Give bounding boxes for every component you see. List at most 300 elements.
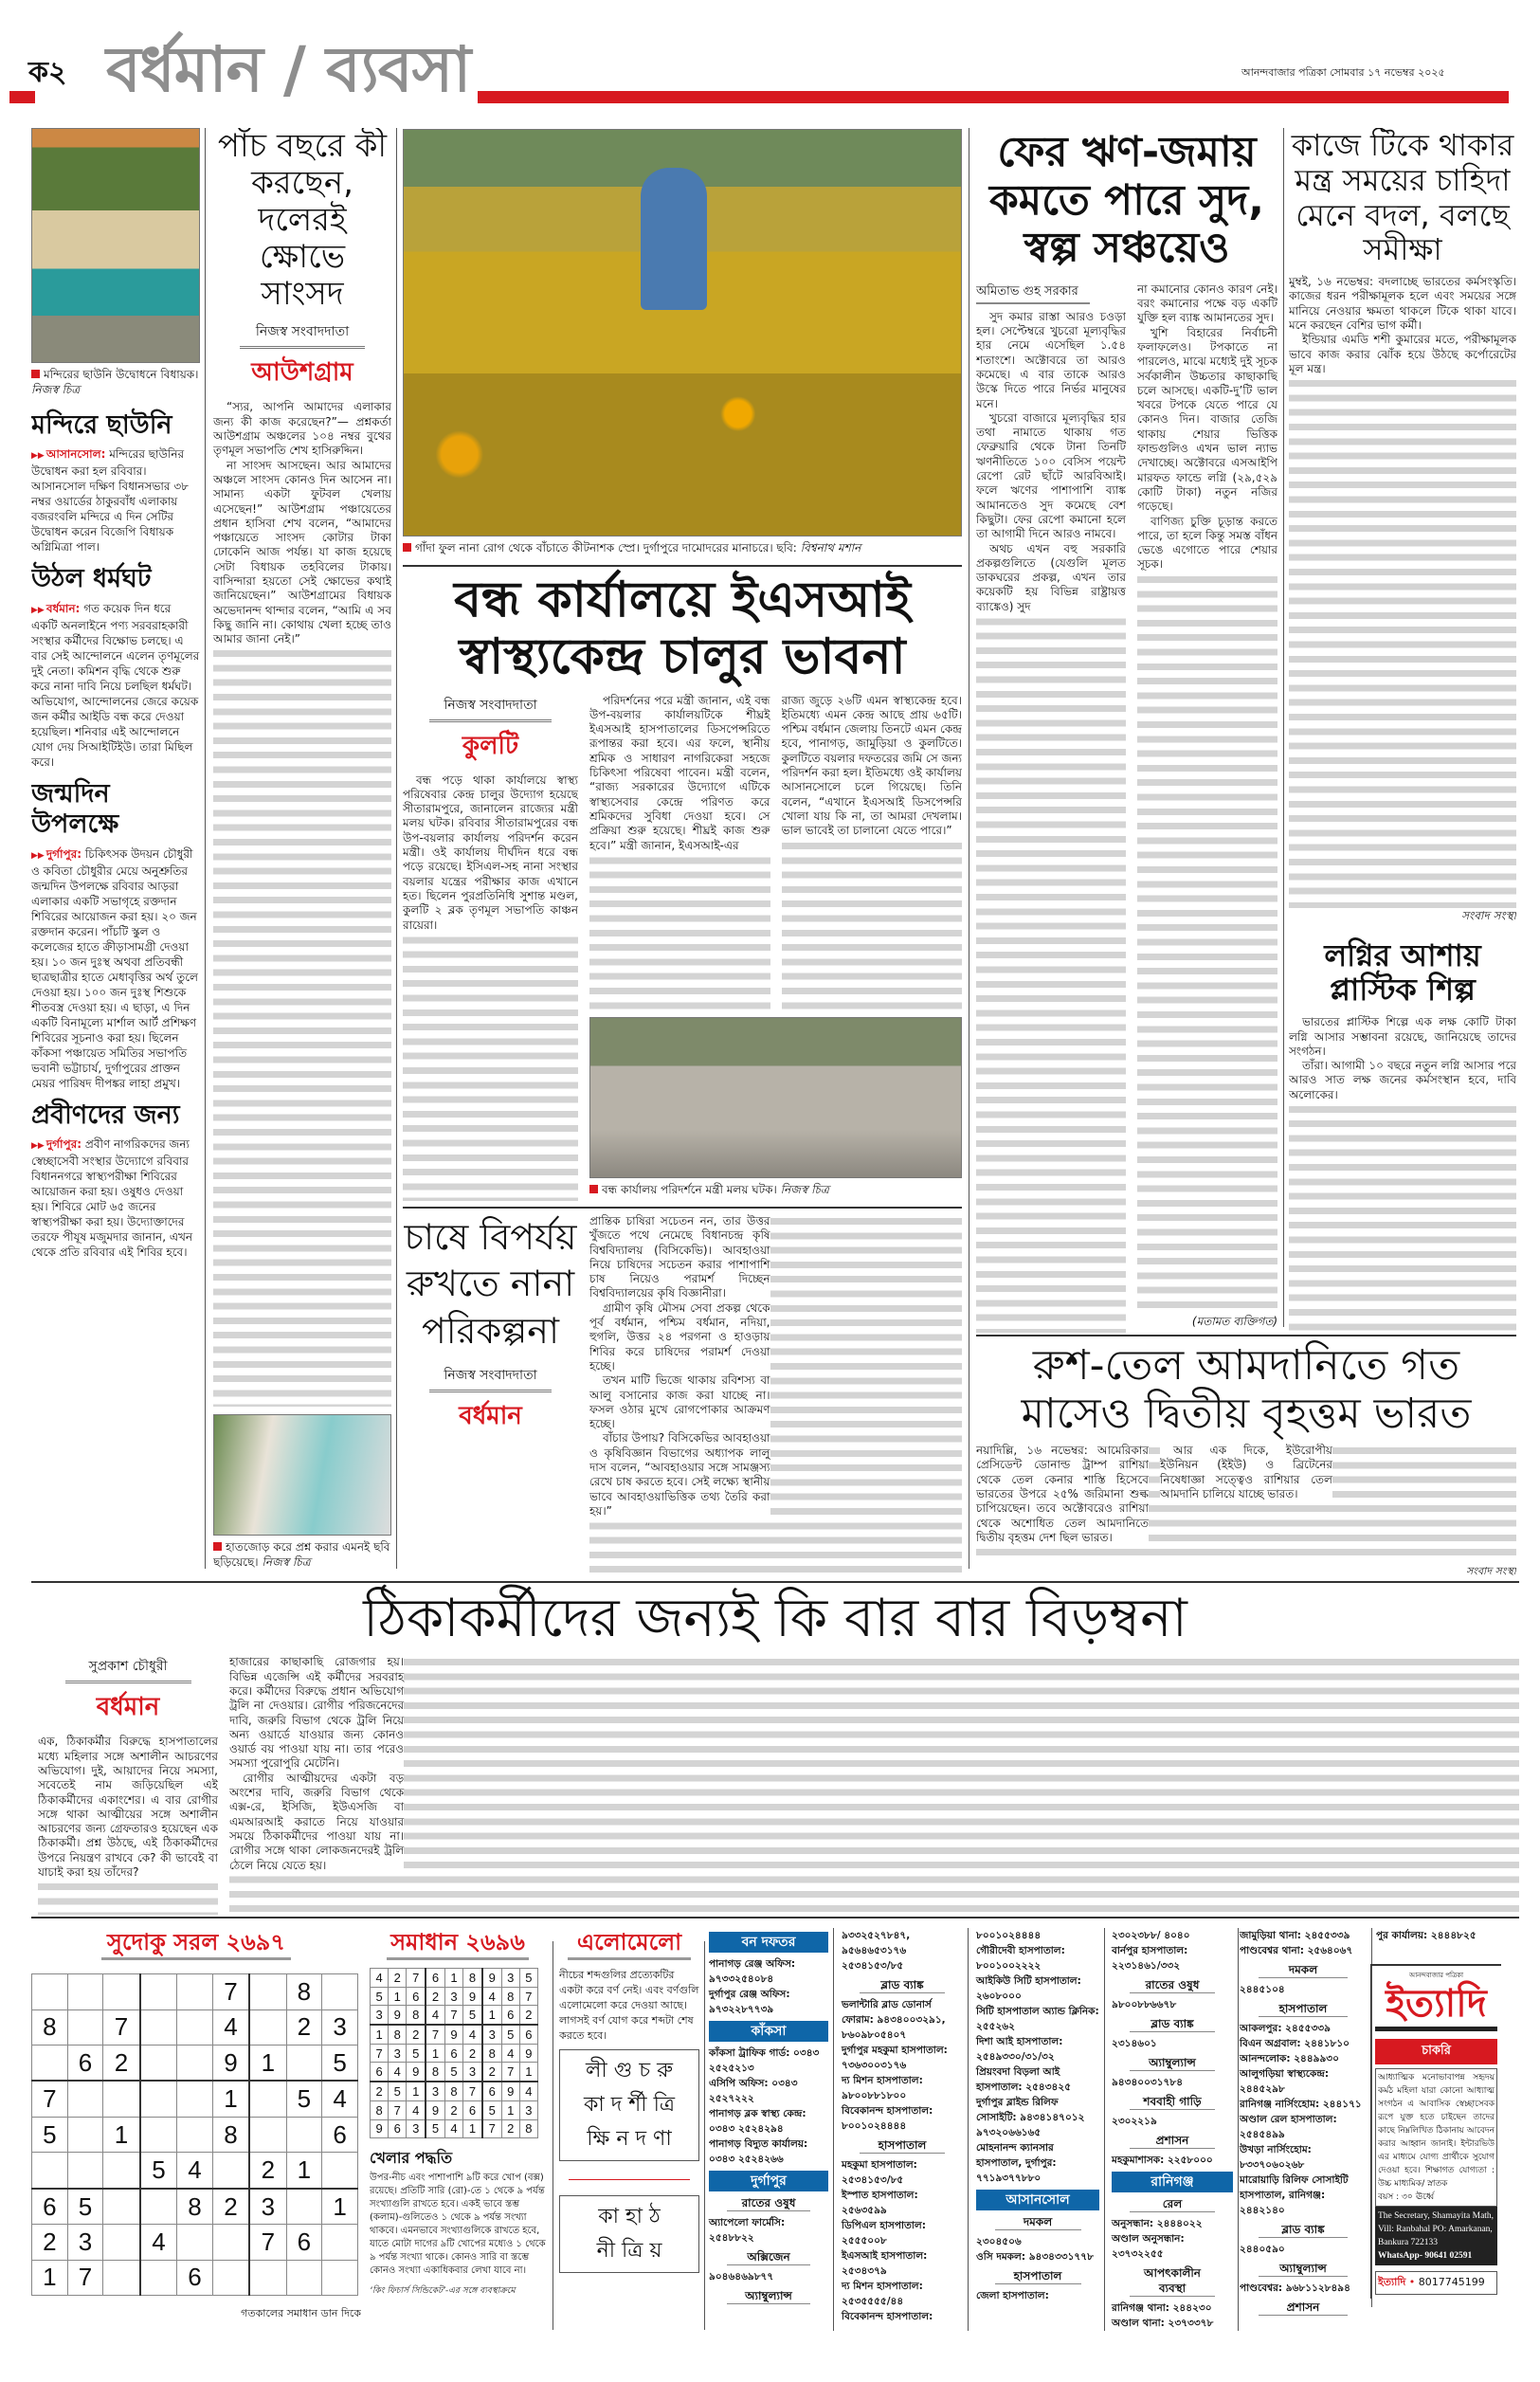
photo-caption: হাতজোড় করে প্রশ্ন করার এমনই ছবি ছড়িয়েছে। নিজস্ব চিত্র	[213, 1540, 390, 1569]
directory-entry: ৯৪৩৪০০৩১৭৮৪	[1112, 2077, 1184, 2088]
ad-contact: The Secretary, Shamayita Math, Vill: Ranbahal PO: Amarkanan, Bankura 722133 WhatsApp- 90641 02591	[1375, 2207, 1497, 2265]
article-body: বন্ধ পড়ে থাকা কার্যালয়ে স্বাস্থ্য পরিষেবার কেন্দ্র চালুর উদ্যোগ হয়েছে সীতারামপুরে, জানালেন রাজ্যের মন্ত্রী মলয় ঘটক। রবিবার সীতারামপুরের বন্ধ উপ-বয়লার কার্যালয় পরিদর্শন করেন মন্ত্রী। ওই কার্যালয় দীর্ঘদিন ধরে বন্ধ পড়ে রয়েছে। ইসিএল-সহ নানা সংস্থার বয়লার যন্ত্রের পরীক্ষার কাজ এখানে হত। ছিলেন পুরপ্রতিনিধি সুশান্ত মণ্ডল, কুলটি ২ ব্লক তৃণমূল সভাপতি কাঞ্চন রায়েরা।	[403, 773, 578, 1201]
brief-item	[31, 1100, 200, 1260]
sudoku-cell[interactable]	[286, 2046, 322, 2082]
sudoku-cell: 7	[389, 2100, 407, 2119]
article-body: “স্যর, আপনি আমাদের এলাকার জন্য কী কাজ করেছেন?”— প্রশ্নকর্তা আউশগ্রাম অঞ্চলের ১০৪ নম্বর বুথের তৃণমূল সভাপতি শেখ হাসিরুদ্দিন। না সাংসদ আসছেন। আর আমাদের অঞ্চলে সাংসদ কোনও দিন আসেন না। সামান্য একটা ফুটবল খেলায় এসেছেন!” আউশগ্রাম পঞ্চায়েতের প্রধান হাসিবা শেখ বলেন, “আমাদের পঞ্চায়েতে সাংসদ কোটার টাকা ঢোকেনি আজ পর্যন্ত। যা কাজ হয়েছে সেটা বিধায়ক তহবিলের টাকায়। বাসিন্দারা হয়তো সেই ক্ষোভের কথাই জানিয়েছেন।” আউশগ্রামের বিধায়ক অভেদানন্দ থান্দার বলেন, “আমি এ সব কিছু জানি না। কোথায় খেলা হচ্ছে তাও আমার জানা নেই।”	[213, 400, 391, 1407]
directory-subheading: অক্সিজেন	[727, 2249, 810, 2265]
sudoku-cell[interactable]: 9	[212, 2046, 249, 2082]
sudoku-cell[interactable]: 7	[67, 2260, 103, 2295]
sudoku-cell[interactable]: 1	[103, 2117, 140, 2152]
sudoku-cell: 7	[463, 2082, 482, 2100]
directory-entry: জামুড়িয়া থানা: ২৪৫৫৩৩৯	[1240, 1930, 1350, 1941]
ad-category: চাকরি	[1375, 2039, 1497, 2064]
sudoku-cell: 1	[426, 2044, 444, 2063]
sudoku-cell[interactable]: 2	[212, 2189, 249, 2225]
sudoku-cell: 7	[519, 1987, 537, 2006]
alomelo-grid: লী গু চ রু কা দ র্শী ত্রি ক্ষি ন দ ণা	[559, 2049, 699, 2161]
directory-subheading: রাতের ওষুধ	[1130, 1977, 1215, 1993]
sudoku-cell: 3	[501, 1969, 519, 1988]
sudoku-cell: 1	[371, 2025, 389, 2044]
photo-caption: গাঁদা ফুল নানা রোগ থেকে বাঁচাতে কীটনাশক স্প্রে। দুর্গাপুরে দামোদরের মানাচরে। ছবি: বিশ্বনাথ মশান	[403, 540, 962, 555]
directory-entry: অণ্ডাল থানা: ২৩৭৩৩৭৮	[1112, 2318, 1214, 2329]
directory-entry: আকলপুর: ২৪৫৫৩৩৯	[1240, 2023, 1331, 2034]
directory-entry: এসিপি অফিস: ০৩৪৩ ২৫২৭২২২	[709, 2078, 798, 2104]
directory-entry: উখড়া নার্সিংহোম: ৮৩৩৭০৬০২৬৮	[1240, 2144, 1312, 2171]
directory-entry: ২৩০৪৫০৬	[976, 2236, 1022, 2247]
emergency-directory-column	[709, 1928, 828, 2308]
sudoku-cell: 3	[426, 2082, 444, 2100]
sudoku-cell: 4	[407, 2100, 426, 2119]
sudoku-cell: 6	[444, 2044, 462, 2063]
directory-entry: ২৩১৪৬০১	[1112, 2038, 1157, 2049]
sudoku-cell: 4	[501, 2044, 519, 2063]
sudoku-cell[interactable]	[249, 2009, 286, 2045]
plastic-headline: লগ্নির আশায় প্লাস্টিক শিল্প	[1324, 936, 1481, 1009]
sudoku-cell[interactable]	[103, 2225, 140, 2260]
sudoku-cell[interactable]: 5	[32, 2117, 68, 2152]
sudoku-cell[interactable]	[177, 2009, 213, 2045]
page-number: ক২	[28, 56, 67, 89]
headline: পাঁচ বছরে কী করছেন, দলেরই ক্ষোভে সাংসদ	[217, 128, 388, 314]
sudoku-cell[interactable]: 1	[249, 2046, 286, 2082]
sudoku-cell[interactable]: 7	[212, 1974, 249, 2009]
sudoku-cell: 8	[371, 2100, 389, 2119]
sudoku-cell: 2	[482, 2063, 501, 2082]
classified-ad	[1370, 1964, 1501, 2299]
sudoku-cell[interactable]	[249, 1974, 286, 2009]
directory-subheading: শববাহী গাড়ি	[1130, 2094, 1215, 2110]
directory-subheading: ব্লাড ব্যাঙ্ক	[860, 1977, 945, 1993]
alomelo-title: এলোমেলো	[568, 1928, 691, 1960]
sudoku-cell: 4	[519, 2082, 537, 2100]
sudoku-cell: 6	[407, 1987, 426, 2006]
sudoku-cell: 6	[463, 2100, 482, 2119]
sudoku-cell[interactable]	[322, 2260, 358, 2295]
sudoku-cell[interactable]: 6	[32, 2189, 68, 2225]
column-rule	[1238, 1928, 1239, 2331]
directory-entry: দ্য মিশন হাসপাতাল: ৯৮০০৮৮১৮০০	[842, 2075, 923, 2101]
sudoku-cell: 9	[371, 2119, 389, 2138]
sudoku-cell[interactable]: 1	[286, 2153, 322, 2189]
sudoku-cell: 5	[389, 2082, 407, 2100]
sudoku-cell: 6	[482, 2082, 501, 2100]
sudoku-cell[interactable]	[177, 2225, 213, 2260]
directory-region-header: দুর্গাপুর	[709, 2171, 828, 2191]
sudoku-cell[interactable]: 2	[286, 2009, 322, 2045]
directory-entry: মহকুমাশাসক: ২২৫৮০০০	[1112, 2155, 1213, 2166]
article-body: না কমানোর কোনও কারণ নেই। বরং কমানোর পক্ষে বড় একটি যুক্তি হল ব্যাঙ্ক আমানতের সুদ। খুশি বিহারের নির্বাচনী ফলাফলেও। টপকাতে না পারলেও, মাঝে মধ্যেই দুই সূচক সর্বকালীন উচ্চতার কাছাকাছি চলে আসছে। একটি-দু’টি ভাল খবরে টপকে যেতে পারে যে কোনও দিন। বাজার তেজি থাকায় শেয়ার ভিত্তিক ফান্ডগুলিও এখন ভাল ন্যাভ দেখাচ্ছে। অক্টোবরে এসআইপি মারফত ফান্ডে লগ্নি (২৯,৫২৯ কোটি টাকা) নতুন নজির গড়েছে। বাণিজ্য চুক্তি চূড়ান্ত করতে পারে, তা হলে কিন্তু সমস্ত বাঁধন ভেঙে এগোতে পারে শেয়ার সূচক।	[1137, 282, 1277, 1314]
dateline: বর্ধমান	[96, 1693, 160, 1722]
sudoku-cell[interactable]	[67, 2009, 103, 2045]
directory-entry: ২৩০২৩৮৮/ ৪০৪০	[1112, 1930, 1190, 1941]
sudoku-cell: 3	[482, 2025, 501, 2044]
sudoku-cell[interactable]	[32, 2046, 68, 2082]
directory-entry: ওসি দমকল: ৯৪৩৪৩৩১৭৭৮	[976, 2251, 1094, 2263]
farm-story	[403, 1214, 962, 1574]
sudoku-cell: 8	[407, 2006, 426, 2025]
sudoku-cell[interactable]	[67, 2117, 103, 2152]
directory-entry: বার্নপুর হাসপাতাল: ২২৩১৪৬১/৩৩২	[1112, 1945, 1188, 1972]
directory-entry: অ্যাপেলো ফার্মেসি: ২৫৪৮৮২২	[709, 2217, 786, 2244]
brief-title: প্রবীণদের জন্য	[31, 1100, 180, 1130]
directory-subheading: হাসপাতাল	[995, 2268, 1081, 2284]
sudoku-cell[interactable]	[103, 2189, 140, 2225]
column-rule	[833, 1928, 834, 2331]
directory-entry: বিবেকানন্দ হাসপাতাল:	[842, 2311, 933, 2322]
sudoku-cell[interactable]	[103, 2081, 140, 2117]
sudoku-cell[interactable]: 1	[212, 2081, 249, 2117]
sudoku-cell[interactable]: 8	[286, 1974, 322, 2009]
farmer-figure	[641, 168, 707, 310]
sudoku-cell[interactable]: 3	[249, 2189, 286, 2225]
loan-headline: ফের ঋণ-জমায় কমতে পারে সুদ, স্বল্প সঞ্চয়েও	[989, 129, 1264, 273]
directory-entry: ২৪৪০৫৯০	[1240, 2244, 1285, 2255]
directory-subheading: অ্যাম্বুল্যান্স	[1259, 2261, 1348, 2277]
sudoku-cell[interactable]: 4	[212, 2009, 249, 2045]
sudoku-cell[interactable]	[67, 2153, 103, 2189]
column-rule	[1104, 1928, 1105, 2331]
directory-entry: রানিগঞ্জ থানা: ২৪৪২৩০	[1112, 2302, 1212, 2314]
directory-entry: সিটি হাসপাতাল অ্যান্ড ক্লিনিক: ২৫৫২৬২	[976, 2006, 1099, 2032]
loan-col1	[976, 282, 1126, 1333]
directory-subheading: রাতের ওষুধ	[727, 2195, 810, 2211]
sudoku-cell: 8	[482, 2044, 501, 2063]
directory-entry: মহকুমা হাসপাতাল: ২৫৩৪১৫৩/৮৫	[842, 2159, 917, 2186]
divider	[31, 1581, 1519, 1583]
sudoku-cell: 9	[407, 2063, 426, 2082]
sudoku-cell[interactable]	[67, 2081, 103, 2117]
directory-entry: অনুসন্ধান: ২৪৪৪০২২	[1112, 2218, 1203, 2229]
directory-subheading: প্রশাসন	[1130, 2133, 1215, 2149]
sudoku-cell: 4	[389, 2063, 407, 2082]
contract-body-a: এক, ঠিকাকর্মীর বিরুদ্ধে হাসপাতালের মধ্যে মহিলার সঙ্গে অশালীন আচরণের অভিযোগ। দুই, আয়াদের নিয়ে সমস্যা, সবেতেই নাম জড়িয়েছিল এই ঠিকাকর্মীদের একাংশের। এ বার রোগীর সঙ্গে থাকা আত্মীয়ের সঙ্গে অশালীন আচরণের জন্য গ্রেফতারও হয়েছেন এক ঠিকাকর্মী। প্রশ্ন উঠছে, এই ঠিকাকর্মীদের উপরে নিয়ন্ত্রণ রাখবে কে? কী ভাবেই বা যাচাই করা হয় তাঁদের?	[38, 1735, 218, 1915]
alomelo-grid-2: কা হা ঠ নী ত্রি য়	[559, 2195, 699, 2273]
sudoku-cell[interactable]	[103, 1974, 140, 2009]
brief-item	[31, 410, 200, 555]
headline: চাষে বিপর্যয় রুখতে নানা পরিকল্পনা	[404, 1216, 577, 1352]
sudoku-cell: 8	[519, 2119, 537, 2138]
sudoku-cell[interactable]: 4	[177, 2153, 213, 2189]
directory-subheading: ব্লাড ব্যাঙ্ক	[1130, 2016, 1215, 2032]
sudoku-cell: 5	[463, 2006, 482, 2025]
dateline: আউশগ্রাম	[251, 358, 353, 388]
directory-region-header: কাঁকসা	[709, 2021, 828, 2042]
sudoku-cell[interactable]: 8	[177, 2189, 213, 2225]
work-body: মুম্বই, ১৬ নভেম্বর: বদলাচ্ছে ভারতের কর্মসংস্কৃতি। কাজের ধরন পরীক্ষামূলক হলে এবং সময়ের সঙ্গে মানিয়ে নেওয়ার ক্ষমতা থাকলে টিকে থাকা যাবে। মনে করছেন বেশির ভাগ কর্মী। ইন্ডিয়ার এমডি শশী কুমারের মতে, পরীক্ষামূলক ভাবে কাজ করার ঝোঁক হয়ে উঠছে কর্পোরেটের মূল মন্ত্র।	[1289, 275, 1516, 907]
sudoku-cell[interactable]	[177, 2117, 213, 2152]
briefs-column	[31, 128, 200, 1573]
sudoku-cell: 9	[501, 2082, 519, 2100]
directory-entry: অণ্ডাল অনুসন্ধান: ২৩৭৩২২৫৫	[1112, 2233, 1185, 2260]
rules-text: উপর-নীচ এবং পাশাপাশি ৯টি করে খোপ (বক্স) রয়েছে। প্রতিটি সারি (রো)-তে ১ থেকে ৯ পর্যন্ত সংখ্যাগুলি রাখতে হবে। একই ভাবে স্তম্ভ (কলাম)-গুলিতেও ১ থেকে ৯ পর্যন্ত সংখ্যা থাকবে। এমনভাবে সংখ্যাগুলিকে রাখতে হবে, যাতে মোটা দাগের ৯টি খোপের মধ্যেও ১ থেকে ৯ পর্যন্ত সংখ্যা থাকে। কোনও সারি বা স্তম্ভে কোনও সংখ্যা একাধিকবার লেখা যাবে না।	[370, 2173, 546, 2277]
directory-entry: কাঁকসা ট্রাফিক গার্ড: ০৩৪৩ ২৫২৫২১৩	[709, 2047, 820, 2074]
emergency-directory-column	[842, 1928, 963, 2324]
sudoku-cell[interactable]	[249, 2260, 286, 2295]
sudoku-cell[interactable]	[322, 2153, 358, 2189]
esi-headline: বন্ধ কার্যালয়ে ইএসআই স্বাস্থ্যকেন্দ্র চালুর ভাবনা	[454, 572, 911, 685]
solution-grid	[370, 1968, 538, 2138]
sudoku-cell: 6	[426, 1969, 444, 1988]
directory-entry: দুর্গাপুর মহকুমা হাসপাতাল: ৭৩৬৩০০৩১৭৬	[842, 2045, 948, 2071]
sudoku-cell: 9	[519, 2044, 537, 2063]
sudoku-footer: গতকালের সমাধান ডান দিকে	[241, 2307, 361, 2320]
sudoku-cell: 5	[501, 2025, 519, 2044]
solution-block	[370, 1928, 546, 2378]
column-rule	[396, 128, 397, 1569]
header-bar	[457, 91, 1509, 103]
sudoku-cell: 3	[371, 2006, 389, 2025]
column-rule	[1283, 128, 1284, 1327]
sudoku-cell[interactable]: 2	[103, 2046, 140, 2082]
sudoku-cell: 2	[407, 2025, 426, 2044]
contract-story	[31, 1581, 1519, 1915]
sudoku-cell: 9	[444, 2025, 462, 2044]
sudoku-grid	[31, 1973, 358, 2296]
sudoku-cell[interactable]	[177, 2081, 213, 2117]
oil-story	[976, 1335, 1516, 1581]
byline: অমিতাভ গুহ সরকার	[976, 282, 1090, 304]
news-agency: সংবাদ সংস্থা	[1461, 908, 1516, 922]
directory-entry: ৯৮০০৮৮৬৬৭৮	[1112, 1999, 1177, 2010]
sudoku-cell: 7	[501, 2063, 519, 2082]
directory-entry: দিশা আই হাসপাতাল: ২৫৪৯৩৩০/৩১/৩২	[976, 2036, 1063, 2063]
sudoku-cell[interactable]: 7	[103, 2009, 140, 2045]
oil-headline: রুশ-তেল আমদানিতে গত মাসেও দ্বিতীয় বৃহত্তম ভারত	[1021, 1341, 1472, 1438]
header-dateline: আনন্দবাজার পত্রিকা সোমবার ১৭ নভেম্বর ২০২৫	[1241, 66, 1445, 79]
sudoku-cell: 5	[444, 2063, 462, 2082]
sudoku-cell[interactable]	[177, 2046, 213, 2082]
directory-entry: ২৪৪৫১০৪	[1240, 1984, 1285, 1995]
sudoku-cell[interactable]: 3	[322, 2009, 358, 2045]
sudoku-cell[interactable]: 1	[322, 2189, 358, 2225]
sudoku-cell: 2	[463, 2044, 482, 2063]
sudoku-cell[interactable]	[212, 2260, 249, 2295]
photo-caption: বন্ধ কার্যালয় পরিদর্শনে মন্ত্রী মলয় ঘটক। নিজস্ব চিত্র	[589, 1182, 962, 1197]
directory-region-header: রানিগঞ্জ	[1112, 2172, 1233, 2192]
contract-col1	[38, 1655, 218, 1915]
sudoku-cell[interactable]	[32, 1974, 68, 2009]
ad-paper-name: আনন্দবাজার পত্রিকা	[1408, 1972, 1464, 1979]
directory-entry: দ্য মিশন হাসপাতাল: ২৫৩৫৫৫৫/৪৪	[842, 2281, 923, 2307]
directory-entry: পানাগড় ব্লক স্বাস্থ্য কেন্দ্র: ০৩৪৩ ২৫২৪২৯৪	[709, 2108, 806, 2135]
emergency-directory-column	[1112, 1928, 1233, 2331]
sudoku-cell[interactable]	[212, 2153, 249, 2189]
sudoku-cell: 3	[407, 2119, 426, 2138]
sudoku-cell: 4	[426, 2006, 444, 2025]
sudoku-cell: 9	[482, 1969, 501, 1988]
sudoku-cell[interactable]	[32, 2153, 68, 2189]
photo-caption: মন্দিরের ছাউনি উদ্বোধনে বিধায়ক। নিজস্ব চিত্র	[31, 368, 199, 396]
directory-entry: গৌরীদেবী হাসপাতাল: ৮০০১০০২২২২	[976, 1945, 1065, 1972]
sudoku-cell[interactable]: 7	[249, 2225, 286, 2260]
sudoku-cell[interactable]: 5	[322, 2046, 358, 2082]
sudoku-cell: 3	[444, 1987, 462, 2006]
esi-right	[589, 694, 962, 1201]
directory-entry: দুর্গাপুর রেঞ্জ অফিস: ৯৭৩২২৮৭৭৩৯	[709, 1989, 790, 2015]
directory-entry: পুর কার্যালয়: ২৪৪৪৮২৫	[1376, 1930, 1477, 1941]
sudoku-cell[interactable]	[140, 2046, 177, 2082]
directory-subheading: অ্যাম্বুল্যান্স	[727, 2288, 810, 2304]
directory-subheading: দমকল	[1259, 1962, 1348, 1978]
directory-entry: পানাগড় রেঞ্জ অফিস: ৯৭৩৩২৫৪০৮৪	[709, 1958, 796, 1985]
divider	[976, 1335, 1516, 1336]
sudoku-cell[interactable]	[140, 2189, 177, 2225]
sudoku-cell: 1	[482, 2006, 501, 2025]
minister-visit-photo	[589, 1017, 962, 1178]
sudoku-cell[interactable]: 4	[140, 2225, 177, 2260]
brief-title: উঠল ধর্মঘট	[31, 564, 152, 594]
sudoku-cell[interactable]	[103, 2153, 140, 2189]
sudoku-cell[interactable]: 2	[32, 2225, 68, 2260]
sudoku-cell[interactable]: 5	[286, 2081, 322, 2117]
brief-text: ▶▶ দুর্গাপুর: চিকিৎসক উদয়ন চৌধুরী ও কবিতা চৌধুরীর মেয়ে অনুশ্রুতির জন্মদিন উপলক্ষে রবিবার আড়রা এলাকার একটি সভাগৃহে রক্তদান শিবিরের আয়োজন করা হয়। ২০ জন রক্তদান করেন। পাঁচটি স্কুল ও কলেজের হাতে ক্রীড়াসামগ্রী দেওয়া হয়। ১০ জন দুঃস্থ অথবা প্রতিবন্ধী ছাত্রছাত্রীর হাতে মেধাবৃত্তির অর্থ তুলে দেওয়া হয়। ১০০ জন দুঃস্থ শিশুকে শীতবস্ত্র দেওয়া হয়। এ ছাড়া, এ দিন একটি বিনামূল্যে মার্শাল আর্ট প্রশিক্ষণ শিবিরের সূচনাও করা হয়। ছিলেন কাঁকসা পঞ্চায়েত সমিতির সভাপতি ভবানী ভট্টাচার্য, দুর্গাপুরের প্রাক্তন মেয়র পারিষদ দীপঙ্কর লাহা প্রমুখ।	[31, 846, 200, 1091]
sudoku-cell: 5	[519, 1969, 537, 1988]
sudoku-cell[interactable]	[212, 2225, 249, 2260]
sudoku-cell: 7	[444, 2006, 462, 2025]
sudoku-cell[interactable]: 2	[249, 2153, 286, 2189]
divider	[403, 1207, 962, 1209]
sudoku-cell[interactable]	[322, 2225, 358, 2260]
sudoku-cell[interactable]: 6	[67, 2046, 103, 2082]
sudoku-block	[31, 1928, 361, 2378]
sudoku-cell[interactable]	[140, 1974, 177, 2009]
sudoku-cell: 5	[371, 1987, 389, 2006]
sudoku-cell: 8	[389, 2025, 407, 2044]
solution-title: সমাধান ২৬৯৬	[387, 1928, 529, 1960]
sudoku-cell[interactable]	[322, 1974, 358, 2009]
dateline: বর্ধমান	[459, 1402, 522, 1431]
article-body: সুদ কমার রাস্তা আরও চওড়া হল। সেপ্টেম্বরে খুচরো মূল্যবৃদ্ধির হার নেমে এসেছিল ১.৫৪ শতাংশে। অক্টোবরে তা আরও কমেছে। এ বার তাকে আরও উস্কে দিতে পারে নির্ভর মানুষের মনে। খুচরো বাজারে মূল্যবৃদ্ধির হার তথা নামাতে থাকায় গত ফেব্রুয়ারি থেকে টানা তিনটি ঋণনীতিতে ১০০ বেসিস পয়েন্ট রেপো রেট ছাঁটে আরবিআই। ফলে ঋণের পাশাপাশি ব্যাঙ্ক আমানতেও সুদ কমেছে বেশ কিছুটা। ফের রেপো কমানো হলে তা আগামী দিনে আরও নামবে। অথচ এখন বহু সরকারি প্রকল্পগুলিতে (যেগুলি মূলত ডাকঘরের প্রকল্প, এখন তার কয়েকটি হয় বিভিন্ন রাষ্ট্রায়ত্ত ব্যাঙ্কেও) সুদ	[976, 310, 1126, 1333]
byline: সুপ্রকাশ চৌধুরী	[65, 1655, 191, 1683]
farm-story-body: প্রান্তিক চাষিরা সচেতন নন, তার উত্তর খুঁজতে পথে নেমেছে বিধানচন্দ্র কৃষি বিশ্ববিদ্যালয় (বিসিকেভি)। আবহাওয়া নিয়ে চাষিদের সচেতন করার পাশাপাশি চাষ নিয়েও পরামর্শ দিচ্ছেন বিশ্ববিদ্যালয়ের কৃষি বিজ্ঞানীরা। গ্রামীণ কৃষি মৌসম সেবা প্রকল্প থেকে পূর্ব বর্ধমান, পশ্চিম বর্ধমান, নদিয়া, হুগলি, উত্তর ২৪ পরগনা ও হাওড়ায় শিবির করে চাষিদের পরামর্শ দেওয়া হচ্ছে। তখন মাটি ভিজে থাকায় রবিশস্য বা আলু বসানোর কাজ করা যাচ্ছে না। ফসল ওঠার মুখে রোগপোকার আক্রমণ হচ্ছে। বাঁচার উপায়? বিসিকেভির আবহাওয়া ও কৃষিবিজ্ঞান বিভাগের অধ্যাপক লালু দাস বলেন, “আবহাওয়ার সঙ্গে সামঞ্জস্য রেখে চাষ করতে হবে। সেই লক্ষ্যে স্থানীয় ভাবে আবহাওয়াভিত্তিক তথ্য তৈরি করা হয়।”	[589, 1214, 962, 1574]
sudoku-cell: 6	[371, 2063, 389, 2082]
esi-story-row	[403, 694, 962, 1201]
sudoku-cell[interactable]: 6	[322, 2117, 358, 2152]
temple-photo	[31, 128, 200, 363]
directory-entry: অণ্ডাল রেল হাসপাতাল: ২৫৪৫৪৯৯	[1240, 2114, 1337, 2140]
sudoku-cell[interactable]	[140, 2260, 177, 2295]
sudoku-cell[interactable]	[140, 2117, 177, 2152]
sudoku-cell[interactable]	[286, 2260, 322, 2295]
directory-entry: জেলা হাসপাতাল:	[976, 2290, 1049, 2301]
sudoku-title: সুদোকু সরল ২৬৯৭	[101, 1928, 291, 1960]
sudoku-cell[interactable]	[103, 2260, 140, 2295]
sudoku-cell: 7	[426, 2025, 444, 2044]
divider	[31, 1917, 1519, 1918]
byline: নিজস্ব সংবাদদাতা	[429, 694, 553, 722]
sudoku-cell: 9	[389, 2006, 407, 2025]
sudoku-cell[interactable]: 7	[32, 2081, 68, 2117]
sudoku-cell: 1	[444, 1969, 462, 1988]
oil-body: নয়াদিল্লি, ১৬ নভেম্বর: আমেরিকার প্রেসিডেন্ট ডোনাল্ড ট্রাম্প রাশিয়া থেকে তেল কেনার শাস্তি হিসেবে ভারতের উপরে ২৫% জরিমানা শুল্ক চাপিয়েছেন। তবে অক্টোবরেও রাশিয়া থেকে অশোধিত তেল আমদানিতে দ্বিতীয় বৃহত্তম দেশ ছিল ভারত। আর এক দিকে, ইউরোপীয় ইউনিয়ন (ইইউ) ও ব্রিটেনের নিষেধাজ্ঞা সত্ত্বেও রাশিয়ার তেল আমদানি চালিয়ে যাচ্ছে ভারত।	[976, 1444, 1516, 1563]
sudoku-cell: 8	[501, 1987, 519, 2006]
directory-entry: ২৩০২২১৯	[1112, 2116, 1157, 2127]
sudoku-cell: 8	[463, 1969, 482, 1988]
rules-title: খেলার পদ্ধতি	[370, 2149, 453, 2168]
directory-entry: ৯০৪৬৪৬৯৮৭৭	[709, 2271, 774, 2282]
sudoku-cell[interactable]	[286, 2189, 322, 2225]
syndicate-credit: ‘কিং ফিচার্স সিন্ডিকেট’-এর সঙ্গে ব্যবস্থাক্রমে	[370, 2286, 516, 2297]
sudoku-cell[interactable]	[140, 2009, 177, 2045]
sudoku-cell[interactable]	[249, 2117, 286, 2152]
sudoku-cell[interactable]: 5	[67, 2189, 103, 2225]
sudoku-cell[interactable]: 3	[67, 2225, 103, 2260]
sudoku-cell[interactable]: 8	[32, 2009, 68, 2045]
directory-subheading: হাসপাতাল	[860, 2137, 945, 2154]
column-rule	[968, 1928, 969, 2331]
brief-text: ▶▶ দুর্গাপুর: প্রবীণ নাগরিকদের জন্য স্বেচ্ছাসেবী সংস্থার উদ্যোগে রবিবার বিধাননগরে স্বাস্থ্যপরীক্ষা শিবিরের আয়োজন করা হয়। ওষুধও দেওয়া হয়। শিবিরে মোট ৬৫ জনের স্বাস্থ্যপরীক্ষা করা হয়। উদ্যোক্তাদের তরফে পীযূষ মজুমদার জানান, এখন থেকে প্রতি রবিবার এই শিবির হবে।	[31, 1136, 200, 1260]
sudoku-cell: 4	[482, 1987, 501, 2006]
directory-subheading: অ্যাম্বুল্যান্স	[1130, 2055, 1215, 2071]
directory-entry: আনন্দলোক: ২৪৪৯৯৩০	[1240, 2053, 1339, 2064]
byline: নিজস্ব সংবাদদাতা	[429, 1364, 553, 1392]
sudoku-cell: 2	[389, 1969, 407, 1988]
directory-entry: ভলান্টারি ব্লাড ডোনার্স ফোরাম: ৯৪৩৪০০৩২৯১, ৮৬০৯৮০৫৪০৭	[842, 1999, 946, 2041]
directory-entry: আইকিউ সিটি হাসপাতাল: ২৬০৮০০০	[976, 1975, 1081, 2002]
header-bar-left	[9, 91, 35, 103]
opinion-note: (মতামত ব্যক্তিগত)	[1191, 1315, 1277, 1328]
mirrored-answer	[569, 2173, 690, 2180]
column-rule	[205, 128, 206, 1569]
loan-story	[976, 129, 1277, 1333]
section-masthead: বর্ধমান / ব্যবসা	[106, 36, 478, 105]
sudoku-cell: 2	[426, 1987, 444, 2006]
brief-text: ▶▶ আসানসোল: মন্দিরের ছাউনির উদ্বোধন করা হল রবিবার। আসানসোল দক্ষিণ বিধানসভার ৩৮ নম্বর ওয়ার্ডের ঠাকুরবাঁধ এলাকায় বজরংবলি মন্দিরে এ দিন সেটির উদ্বোধন করেন বিজেপি বিধায়ক অগ্নিমিত্রা পাল।	[31, 446, 200, 555]
emergency-directory-column	[1376, 1928, 1499, 1943]
esi-col1	[403, 694, 578, 1201]
directory-entry: রানিগঞ্জ নার্সিংহোম: ২৪৪১৭১	[1240, 2099, 1362, 2110]
ad-brand-logo: ইত্যাদি	[1375, 1981, 1497, 2031]
sudoku-cell[interactable]: 8	[212, 2117, 249, 2152]
sudoku-cell: 1	[519, 2063, 537, 2082]
directory-entry: ইস্পাত হাসপাতাল: ২৫৬৩৫৯৯	[842, 2190, 918, 2216]
contract-headline: ঠিকাকর্মীদের জন্যই কি বার বার বিড়ম্বনা	[363, 1588, 1187, 1649]
news-agency: সংবাদ সংস্থা	[1465, 1565, 1516, 1577]
mp-photo	[213, 1414, 391, 1536]
sudoku-cell[interactable]	[177, 1974, 213, 2009]
directory-entry: বিবেকানন্দ হাসপাতাল: ৮০০১০২৪৪৪৪	[842, 2105, 933, 2132]
work-headline: কাজে টিকে থাকার মন্ত্র সময়ের চাহিদা মেনে বদল, বলছে সমীক্ষা	[1291, 128, 1514, 268]
mp-story	[213, 128, 391, 1573]
sudoku-cell[interactable]: 6	[177, 2260, 213, 2295]
directory-subheading: দমকল	[995, 2214, 1081, 2230]
sudoku-cell: 5	[407, 2044, 426, 2063]
sudoku-cell: 2	[371, 2082, 389, 2100]
directory-entry: ইএসআই হাসপাতাল: ২৫৩৪৩৭৯	[842, 2250, 928, 2277]
sudoku-cell: 1	[407, 2082, 426, 2100]
sudoku-cell: 1	[389, 1987, 407, 2006]
sudoku-cell[interactable]: 4	[322, 2081, 358, 2117]
esi-col2: পরিদর্শনের পরে মন্ত্রী জানান, এই বন্ধ উপ-বয়লার কার্যালয়টিকে শীঘ্রই ইএসআই হাসপাতালের ডিসপেন্সরিতে রূপান্তর করা হবে। এর ফলে, স্থানীয় শ্রমিক ও সাধারণ নাগরিকেরা সহজে চিকিৎসা পরিষেবা পাবেন। মন্ত্রী বলেন, “রাজ্য সরকারের উদ্যোগে এটিকে স্বাস্থ্যসেবার কেন্দ্রে পরিণত করে শ্রমিকদের সুবিধা দেওয়া হবে। সে প্রক্রিয়া শুরু হয়েছে। শীঘ্রই কাজ শুরু হবে।” মন্ত্রী জানান, ইএসআই-এর	[589, 694, 770, 1009]
sudoku-cell: 5	[482, 2100, 501, 2119]
byline: নিজস্ব সংবাদদাতা	[240, 320, 365, 349]
sudoku-cell[interactable]: 6	[286, 2225, 322, 2260]
sudoku-cell[interactable]	[249, 2081, 286, 2117]
middle-region	[403, 129, 962, 1574]
directory-entry: পানাগড় বিদ্যুত কার্যালয়: ০৩৪৩ ২৫২৪২৬৬	[709, 2138, 808, 2165]
marigold-field-photo	[403, 129, 962, 536]
emergency-directory-column	[1240, 1928, 1367, 2319]
directory-entry: মারোয়াড়ি রিলিফ সোসাইটি হাসপাতাল, রানিগঞ্জ: ২৪৪২১৪০	[1240, 2174, 1349, 2216]
sudoku-cell[interactable]: 5	[140, 2153, 177, 2189]
sudoku-cell[interactable]	[67, 1974, 103, 2009]
sudoku-cell[interactable]: 1	[32, 2260, 68, 2295]
sudoku-cell[interactable]	[286, 2117, 322, 2152]
sudoku-cell: 6	[519, 2025, 537, 2044]
sudoku-cell[interactable]	[140, 2081, 177, 2117]
brief-text: ▶▶ বর্ধমান: গত কয়েক দিন ধরে একটি অনলাইনে পণ্য সরবরাহকারী সংস্থার কর্মীদের বিক্ষোভ চলছে। এ বার সেই আন্দোলনে এলেন তৃণমূলের দুই নেতা। কমিশন বৃদ্ধি থেকে শুরু করে নানা দাবি নিয়ে চলছিল ধর্মঘট। অভিযোগ, আন্দোলনের জেরে কয়েক জন কর্মীর আইডি বন্ধ করে দেওয়া হয়েছিল। শনিবার এই আন্দোলনে যোগ দেয় সিআইটিইউ। তারা মিছিল করে।	[31, 601, 200, 770]
